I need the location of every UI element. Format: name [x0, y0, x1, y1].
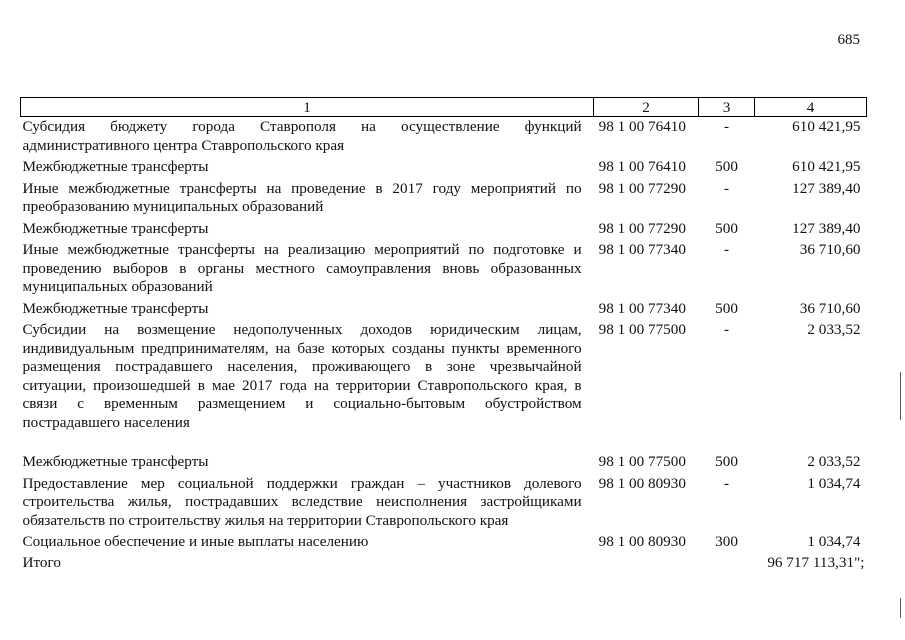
budget-table: [20, 97, 867, 574]
row-description: Межбюджетные трансферты: [22, 158, 209, 175]
row-amount: 1 034,74: [807, 533, 861, 550]
row-amount: 2 033,52: [807, 453, 861, 470]
row-amount: 1 034,74: [807, 474, 861, 492]
row-description: Межбюджетные трансферты: [22, 299, 209, 317]
row-description: Межбюджетные трансферты: [22, 453, 209, 470]
table-row: [21, 452, 867, 474]
table-row: [21, 299, 867, 321]
row-amount: 610 421,95: [792, 118, 861, 135]
header-col-2: 2: [594, 98, 699, 117]
row-code: 98 1 00 77340: [598, 299, 686, 317]
table-row: [21, 474, 867, 533]
header-col-3: 3: [699, 98, 755, 117]
row-code: 98 1 00 80930: [598, 533, 686, 550]
row-description: Межбюджетные трансферты: [22, 219, 209, 237]
table-body: [21, 117, 867, 575]
row-expense-type: 500: [715, 453, 738, 470]
scan-margin-mark: [900, 372, 901, 420]
row-code: 98 1 00 76410: [598, 118, 686, 135]
table-row: [21, 219, 867, 241]
header-row: [21, 98, 867, 117]
row-code: 98 1 00 76410: [598, 158, 686, 175]
row-amount: 127 389,40: [792, 219, 861, 237]
row-expense-type: -: [724, 241, 730, 258]
row-expense-type: 500: [715, 158, 738, 175]
row-expense-type: -: [724, 474, 730, 492]
row-description: Социальное обеспечение и иные выплаты населению: [22, 533, 369, 550]
row-amount: 2 033,52: [807, 321, 861, 338]
row-code: 98 1 00 77290: [598, 179, 686, 197]
row-code: 98 1 00 77500: [598, 321, 686, 338]
table-row: [21, 240, 867, 299]
row-code: 98 1 00 77500: [598, 453, 686, 470]
row-expense-type: 300: [715, 533, 738, 550]
total-code-empty: [594, 554, 699, 575]
total-amount: 96 717 113,31";: [767, 553, 865, 571]
row-amount: 610 421,95: [792, 158, 861, 175]
total-label: Итого: [22, 553, 61, 571]
total-type-empty: [699, 554, 755, 575]
row-expense-type: -: [724, 321, 730, 338]
row-code: 98 1 00 80930: [598, 474, 686, 492]
header-col-1: 1: [21, 98, 594, 117]
table-header: [21, 98, 867, 117]
row-description: Иные межбюджетные трансферты на проведение в 2017 году мероприятий по преобразованию муниципальных образований: [22, 179, 582, 215]
row-code: 98 1 00 77340: [598, 241, 686, 258]
total-row: [21, 554, 867, 575]
table-row: [21, 179, 867, 219]
row-amount: 36 710,60: [799, 299, 861, 317]
page-number: 685: [837, 32, 860, 48]
header-col-4: 4: [755, 98, 867, 117]
table-row: [21, 157, 867, 179]
row-amount: 127 389,40: [792, 179, 861, 197]
row-expense-type: -: [724, 118, 730, 135]
table-row: [21, 320, 867, 452]
row-expense-type: -: [724, 179, 730, 197]
row-description: Субсидии на возмещение недополученных доходов юридическим лицам, индивидуальным предпринимателям, на базе которых созданы пункты временного размещения пострадавшего населения, проживающего в зоне чрезвычайной ситуации, произошедшей в мае 2017 года на территории Ставропольского края, в связи с временным размещением и социально-бытовым обустройством пострадавшего населения: [22, 321, 582, 431]
row-expense-type: 500: [715, 219, 738, 237]
row-code: 98 1 00 77290: [598, 219, 686, 237]
row-expense-type: 500: [715, 299, 738, 317]
row-description: Субсидия бюджету города Ставрополя на осуществление функций административного центра Ставропольского края: [22, 118, 582, 154]
scan-margin-mark: [900, 598, 901, 618]
row-description: Предоставление мер социальной поддержки граждан – участников долевого строительства жилья, пострадавших вследствие неисполнения застройщиками обязательств по строительству жилья на территории Ставропольского края: [22, 474, 582, 529]
row-amount: 36 710,60: [799, 241, 861, 258]
table-row: [21, 532, 867, 554]
table-row: [21, 117, 867, 158]
row-description: Иные межбюджетные трансферты на реализацию мероприятий по подготовке и проведению выборов в органы местного самоуправления вновь образованных муниципальных образований: [22, 241, 582, 295]
